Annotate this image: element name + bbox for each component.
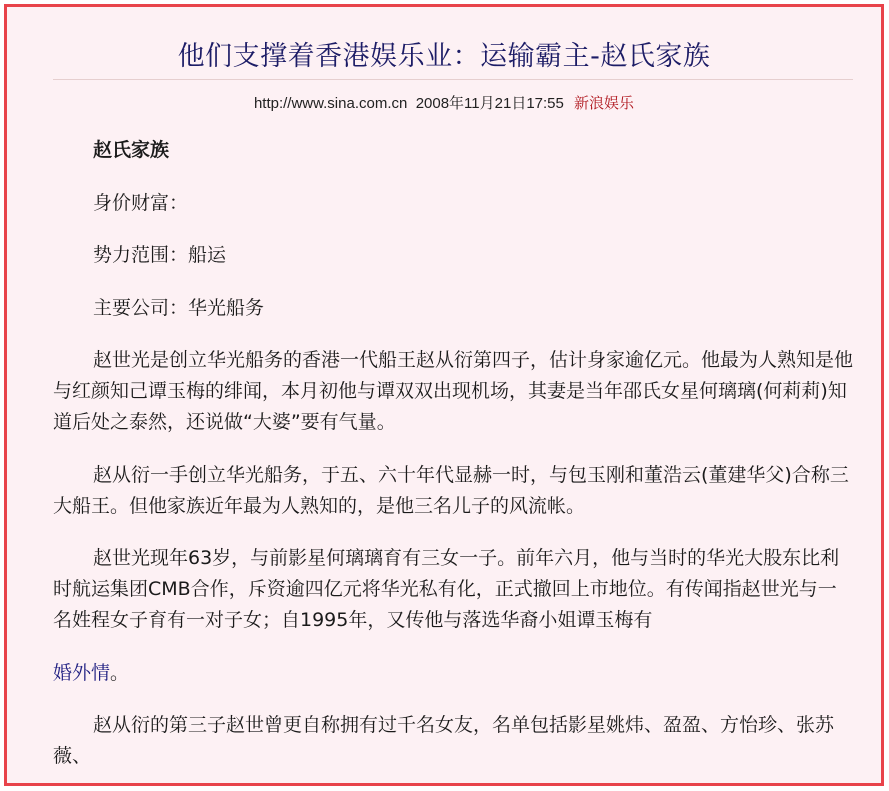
- meta-url: http://www.sina.com.cn: [253, 95, 408, 112]
- section-heading: 赵氏家族: [93, 139, 170, 161]
- paragraph: 赵世光现年63岁，与前影星何璃璃育有三女一子。前年六月，他与当时的华光大股东比利时航运集团CMB合作，斥资逾四亿元将华光私有化，正式撤回上市地位。有传闻指赵世光与一名姓程女子育有一对子女；自1995年，又传他与落选华裔小姐谭玉梅有: [53, 547, 840, 631]
- article-meta: [7, 93, 881, 115]
- field-label: 身价财富：: [93, 191, 189, 214]
- field-label: 主要公司：: [93, 296, 189, 319]
- meta-datetime: 2008年11月21日17:55: [415, 95, 564, 112]
- field-sphere: [53, 240, 853, 271]
- paragraph: 赵世光是创立华光船务的香港一代船王赵从衍第四子，估计身家逾亿元。他最为人熟知是他与红颜知己谭玉梅的绯闻，本月初他与谭双双出现机场，其妻是当年邵氏女星何璃璃(何莉莉)知道后处之泰然，还说做“大婆”要有气量。: [53, 349, 854, 433]
- link-paragraph: [53, 658, 853, 689]
- affair-link[interactable]: 婚外情: [53, 661, 111, 684]
- field-company: [53, 293, 853, 324]
- article-frame: [4, 4, 884, 786]
- field-value: 华光船务: [188, 296, 265, 319]
- field-wealth: [53, 188, 853, 219]
- article-body: [53, 135, 853, 786]
- paragraph: 赵从衍的第三子赵世曾更自称拥有过千名女友，名单包括影星姚炜、盈盈、方怡珍、张苏薇、: [53, 714, 835, 767]
- field-label: 势力范围：: [93, 244, 189, 266]
- paragraph: 赵从衍一手创立华光船务，于五、六十年代显赫一时，与包玉刚和董浩云(董建华父)合称三大船王。但他家族近年最为人熟知的，是他三名儿子的风流帐。: [53, 463, 849, 517]
- source-link[interactable]: 新浪娱乐: [574, 95, 635, 112]
- title-divider: [53, 79, 853, 80]
- link-suffix: 。: [110, 661, 130, 684]
- article-title: 他们支撑着香港娱乐业：运输霸主-赵氏家族: [177, 41, 711, 72]
- field-value: 船运: [188, 244, 227, 266]
